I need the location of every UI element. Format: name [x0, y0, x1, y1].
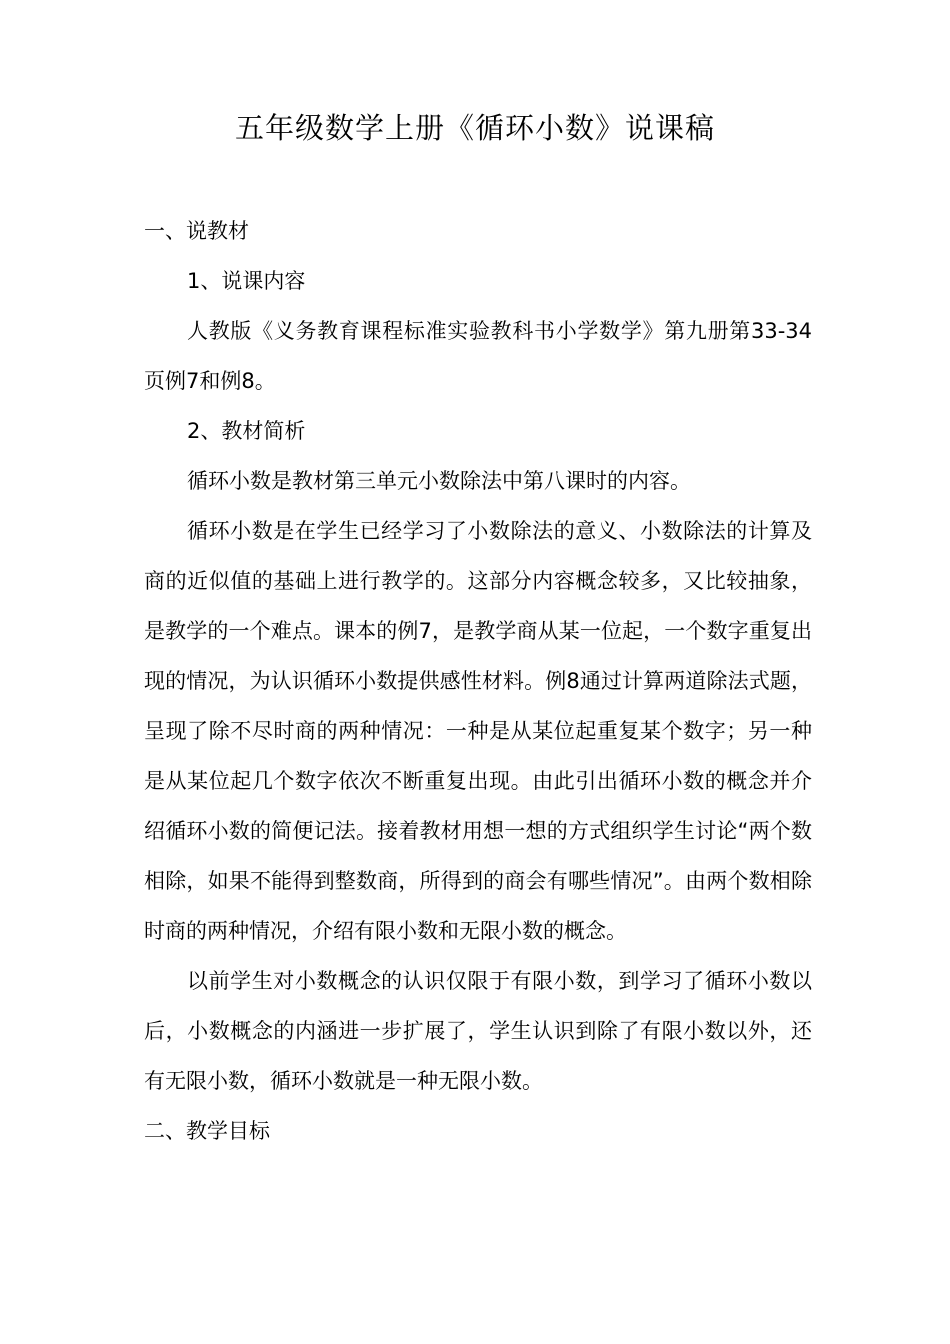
subheading-lesson-content: 1、说课内容 [187, 269, 306, 293]
section-heading-objectives: 二、教学目标 [144, 1119, 270, 1143]
document-body [144, 206, 812, 1156]
paragraph-analysis-extension: 以前学生对小数概念的认识仅限于有限小数，到学习了循环小数以后，小数概念的内涵进一步扩展了，学生认识到除了有限小数以外，还有无限小数，循环小数就是一种无限小数。 [144, 969, 812, 1093]
paragraph-analysis-detail: 循环小数是在学生已经学习了小数除法的意义、小数除法的计算及商的近似值的基础上进行教学的。这部分内容概念较多，又比较抽象，是教学的一个难点。课本的例7，是教学商从某一位起，一个数字重复出现的情况，为认识循环小数提供感性材料。例8通过计算两道除法式题，呈现了除不尽时商的两种情况：一种是从某位起重复某个数字；另一种是从某位起几个数字依次不断重复出现。由此引出循环小数的概念并介绍循环小数的简便记法。接着教材用想一想的方式组织学生讨论“两个数相除，如果不能得到整数商，所得到的商会有哪些情况”。由两个数相除时商的两种情况，介绍有限小数和无限小数的概念。 [144, 519, 812, 943]
paragraph-lesson-content: 人教版《义务教育课程标准实验教科书小学数学》第九册第33-34页例7和例8。 [144, 319, 812, 393]
subheading-textbook-analysis: 2、教材简析 [187, 419, 306, 443]
section-heading-textbook: 一、说教材 [144, 219, 249, 243]
document-title: 五年级数学上册《循环小数》说课稿 [234, 111, 715, 145]
paragraph-analysis-intro: 循环小数是教材第三单元小数除法中第八课时的内容。 [187, 469, 691, 493]
